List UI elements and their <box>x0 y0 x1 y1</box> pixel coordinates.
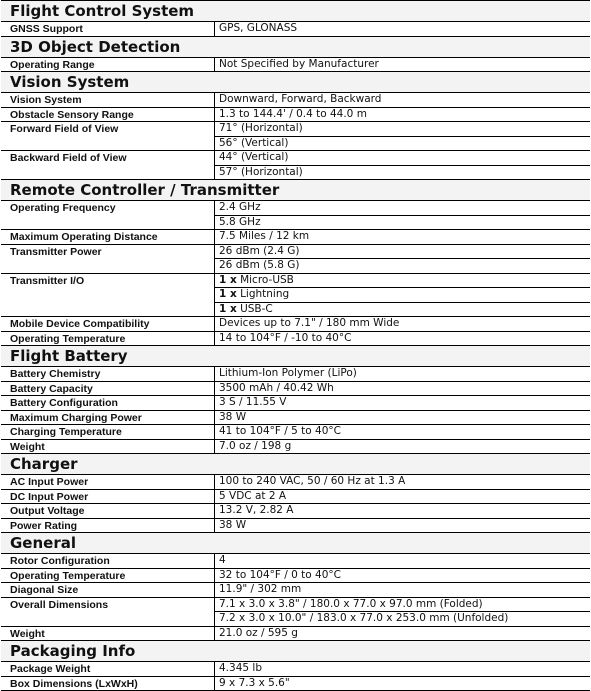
spec-sheet <box>1 0 590 691</box>
quantity-prefix: 1 x <box>219 302 237 315</box>
spec-row-charging-temperature <box>1 425 590 440</box>
spec-values <box>215 440 590 454</box>
spec-row-power-rating <box>1 519 590 533</box>
spec-value: 38 W <box>219 518 247 531</box>
quantity-prefix: 1 x <box>219 273 237 286</box>
spec-value: 26 dBm (5.8 G) <box>219 259 300 271</box>
spec-row-operating-frequency <box>1 201 590 230</box>
spec-value: Downward, Forward, Backward <box>219 93 382 105</box>
spec-row-maximum-charging-power <box>1 411 590 426</box>
spec-value: Lithium-Ion Polymer (LiPo) <box>219 367 357 379</box>
spec-values <box>215 475 590 489</box>
spec-value: 21.0 oz / 595 g <box>219 626 298 639</box>
spec-values <box>215 583 590 597</box>
spec-values <box>215 627 590 641</box>
spec-value: 11.9" / 302 mm <box>219 583 302 595</box>
spec-value: 1.3 to 144.4' / 0.4 to 44.0 m <box>219 107 367 120</box>
spec-row-ac-input-power <box>1 475 590 490</box>
spec-row-gnss-support <box>1 22 590 36</box>
spec-value: 2.4 GHz <box>215 201 590 216</box>
spec-value: 100 to 240 VAC, 50 / 60 Hz at 1.3 A <box>219 475 406 487</box>
spec-row-operating-temperature <box>1 569 590 584</box>
spec-label: Operating Temperature <box>1 332 215 346</box>
section-title: Charger <box>1 454 590 475</box>
spec-value: 44° (Vertical) <box>215 151 590 166</box>
spec-values <box>215 382 590 396</box>
spec-value: 3 S / 11.55 V <box>219 396 287 408</box>
section-title: Packaging Info <box>1 641 590 662</box>
spec-row-operating-temperature <box>1 332 590 346</box>
spec-label: AC Input Power <box>1 475 215 489</box>
spec-values <box>215 504 590 518</box>
spec-row-obstacle-sensory-range <box>1 108 590 123</box>
spec-label: Battery Chemistry <box>1 367 215 381</box>
section-vision-system <box>1 71 590 179</box>
spec-row-battery-configuration <box>1 396 590 411</box>
spec-row-backward-field-of-view <box>1 151 590 179</box>
section-charger <box>1 453 590 532</box>
spec-values <box>215 245 590 273</box>
spec-label: Output Voltage <box>1 504 215 518</box>
spec-row-box-dimensions-lxwxh <box>1 677 590 691</box>
spec-values <box>215 274 590 317</box>
spec-row-dc-input-power <box>1 490 590 505</box>
section-flight-battery <box>1 345 590 453</box>
spec-value: 41 to 104°F / 5 to 40°C <box>219 425 341 437</box>
section-title: 3D Object Detection <box>1 37 590 58</box>
section-title: Vision System <box>1 72 590 93</box>
spec-label: Battery Configuration <box>1 396 215 410</box>
spec-value: 7.5 Miles / 12 km <box>219 230 310 242</box>
spec-value: 14 to 104°F / -10 to 40°C <box>219 331 352 344</box>
spec-values <box>215 58 590 72</box>
spec-value: Not Specified by Manufacturer <box>219 57 379 70</box>
spec-label: Box Dimensions (LxWxH) <box>1 677 215 691</box>
spec-label: Operating Temperature <box>1 569 215 583</box>
spec-values <box>215 317 590 331</box>
spec-label: Package Weight <box>1 662 215 676</box>
spec-values <box>215 662 590 676</box>
spec-row-overall-dimensions <box>1 598 590 627</box>
spec-value: 7.1 x 3.0 x 3.8" / 180.0 x 77.0 x 97.0 mm (Folded) <box>215 598 590 613</box>
spec-value: 32 to 104°F / 0 to 40°C <box>219 568 341 581</box>
section-title: General <box>1 533 590 554</box>
spec-row-weight <box>1 440 590 454</box>
spec-row-battery-capacity <box>1 382 590 397</box>
spec-row-transmitter-power <box>1 245 590 274</box>
section-title: Flight Control System <box>1 1 590 22</box>
spec-label: Diagonal Size <box>1 583 215 597</box>
spec-values <box>215 108 590 122</box>
spec-row-forward-field-of-view <box>1 122 590 151</box>
spec-values <box>215 93 590 107</box>
spec-value: 5 VDC at 2 A <box>219 489 287 502</box>
port-name: USB-C <box>236 302 273 315</box>
spec-value <box>215 288 590 303</box>
spec-values <box>215 396 590 410</box>
spec-value: 9 x 7.3 x 5.6" <box>219 676 290 689</box>
spec-value: 38 W <box>219 410 247 423</box>
spec-label: Overall Dimensions <box>1 598 215 626</box>
spec-values <box>215 230 590 244</box>
spec-values <box>215 598 590 626</box>
spec-label: Operating Range <box>1 58 215 72</box>
quantity-prefix: 1 x <box>219 288 237 300</box>
spec-value: Devices up to 7.1" / 180 mm Wide <box>219 317 400 329</box>
spec-row-battery-chemistry <box>1 367 590 382</box>
spec-label: Vision System <box>1 93 215 107</box>
spec-row-operating-range <box>1 58 590 72</box>
spec-row-package-weight <box>1 662 590 677</box>
spec-label: Battery Capacity <box>1 382 215 396</box>
spec-value: 71° (Horizontal) <box>215 122 590 137</box>
spec-value: 3500 mAh / 40.42 Wh <box>219 381 334 394</box>
spec-values <box>215 569 590 583</box>
spec-row-transmitter-i-o <box>1 274 590 318</box>
spec-value: 5.8 GHz <box>219 215 261 228</box>
spec-value: 7.2 x 3.0 x 10.0" / 183.0 x 77.0 x 253.0 mm (Unfolded) <box>219 612 509 624</box>
section-3d-object-detection <box>1 36 590 72</box>
section-packaging-info <box>1 640 590 690</box>
spec-values <box>215 201 590 229</box>
spec-value: GPS, GLONASS <box>219 22 298 34</box>
spec-label: Charging Temperature <box>1 425 215 439</box>
spec-values <box>215 332 590 346</box>
spec-row-mobile-device-compatibility <box>1 317 590 332</box>
spec-values <box>215 411 590 425</box>
spec-label: Transmitter I/O <box>1 274 215 317</box>
spec-values <box>215 122 590 150</box>
spec-label: Mobile Device Compatibility <box>1 317 215 331</box>
spec-label: Forward Field of View <box>1 122 215 150</box>
spec-row-maximum-operating-distance <box>1 230 590 245</box>
spec-row-vision-system <box>1 93 590 108</box>
port-name: Lightning <box>236 288 290 300</box>
section-flight-control-system <box>1 0 590 36</box>
spec-label: Backward Field of View <box>1 151 215 179</box>
section-general <box>1 532 590 640</box>
spec-value: 26 dBm (2.4 G) <box>215 245 590 260</box>
spec-label: DC Input Power <box>1 490 215 504</box>
spec-row-diagonal-size <box>1 583 590 598</box>
spec-values <box>215 425 590 439</box>
spec-label: GNSS Support <box>1 22 215 36</box>
spec-value: 56° (Vertical) <box>219 136 289 149</box>
spec-row-output-voltage <box>1 504 590 519</box>
spec-values <box>215 22 590 36</box>
spec-values <box>215 490 590 504</box>
spec-label: Weight <box>1 627 215 641</box>
spec-label: Obstacle Sensory Range <box>1 108 215 122</box>
spec-values <box>215 677 590 691</box>
spec-label: Operating Frequency <box>1 201 215 229</box>
spec-label: Maximum Operating Distance <box>1 230 215 244</box>
section-remote-controller-transmitter <box>1 179 590 345</box>
spec-label: Power Rating <box>1 519 215 533</box>
spec-label: Weight <box>1 440 215 454</box>
section-title: Remote Controller / Transmitter <box>1 180 590 201</box>
spec-label: Maximum Charging Power <box>1 411 215 425</box>
spec-row-weight <box>1 627 590 641</box>
spec-value: 13.2 V, 2.82 A <box>219 504 294 516</box>
spec-value: 4.345 lb <box>219 662 262 674</box>
spec-values <box>215 554 590 568</box>
spec-value: 4 <box>219 554 226 566</box>
port-name: Micro-USB <box>236 273 294 286</box>
spec-values <box>215 519 590 533</box>
spec-value: 57° (Horizontal) <box>219 165 303 178</box>
spec-values <box>215 151 590 179</box>
section-title: Flight Battery <box>1 346 590 367</box>
spec-value <box>215 303 590 317</box>
spec-label: Transmitter Power <box>1 245 215 273</box>
spec-value: 7.0 oz / 198 g <box>219 439 292 452</box>
spec-value <box>215 274 590 289</box>
spec-label: Rotor Configuration <box>1 554 215 568</box>
spec-row-rotor-configuration <box>1 554 590 569</box>
spec-values <box>215 367 590 381</box>
